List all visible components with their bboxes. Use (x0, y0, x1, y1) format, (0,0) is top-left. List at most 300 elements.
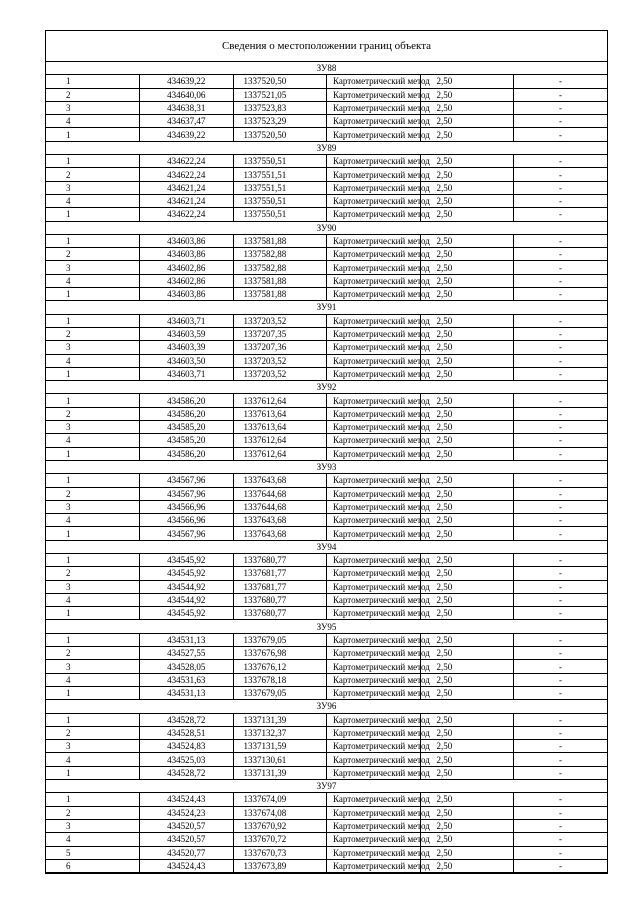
accuracy-cell: 2,50 (420, 88, 514, 101)
section-header-row (46, 780, 607, 793)
x-coordinate-cell: 434585,20 (140, 434, 234, 447)
x-coordinate-cell: 434524,23 (140, 806, 234, 819)
x-coordinate-cell: 434566,96 (140, 500, 234, 513)
table-row (46, 327, 607, 340)
note-cell: - (514, 194, 608, 207)
method-cell: Картометрический метод (327, 740, 421, 753)
x-coordinate-cell: 434531,13 (140, 686, 234, 699)
method-cell: Картометрический метод (327, 314, 421, 327)
table-row (46, 128, 607, 141)
section-name: ЗУ93 (46, 460, 607, 473)
accuracy-cell: 2,50 (420, 447, 514, 460)
x-coordinate-cell: 434544,92 (140, 580, 234, 593)
table-row (46, 115, 607, 128)
accuracy-cell: 2,50 (420, 726, 514, 739)
point-number-cell: 1 (46, 314, 140, 327)
accuracy-cell: 2,50 (420, 367, 514, 380)
method-cell: Картометрический метод (327, 194, 421, 207)
accuracy-cell: 2,50 (420, 713, 514, 726)
method-cell: Картометрический метод (327, 447, 421, 460)
note-cell: - (514, 88, 608, 101)
section-header-row (46, 141, 607, 154)
x-coordinate-cell: 434603,86 (140, 288, 234, 301)
x-coordinate-cell: 434525,03 (140, 753, 234, 766)
point-number-cell: 3 (46, 181, 140, 194)
method-cell: Картометрический метод (327, 514, 421, 527)
point-number-cell: 1 (46, 155, 140, 168)
point-number-cell: 4 (46, 673, 140, 686)
x-coordinate-cell: 434524,83 (140, 740, 234, 753)
accuracy-cell: 2,50 (420, 819, 514, 832)
accuracy-cell: 2,50 (420, 288, 514, 301)
point-number-cell: 1 (46, 208, 140, 221)
x-coordinate-cell: 434524,43 (140, 793, 234, 806)
table-row (46, 726, 607, 739)
table-row (46, 367, 607, 380)
point-number-cell: 2 (46, 567, 140, 580)
y-coordinate-cell: 1337643,68 (233, 474, 327, 487)
y-coordinate-cell: 1337680,77 (233, 607, 327, 620)
y-coordinate-cell: 1337670,92 (233, 819, 327, 832)
table-row (46, 500, 607, 513)
table-row (46, 553, 607, 566)
method-cell: Картометрический метод (327, 341, 421, 354)
x-coordinate-cell: 434640,06 (140, 88, 234, 101)
note-cell: - (514, 633, 608, 646)
table-row (46, 288, 607, 301)
y-coordinate-cell: 1337207,35 (233, 327, 327, 340)
accuracy-cell: 2,50 (420, 793, 514, 806)
x-coordinate-cell: 434603,59 (140, 327, 234, 340)
note-cell: - (514, 500, 608, 513)
y-coordinate-cell: 1337550,51 (233, 208, 327, 221)
table-row (46, 341, 607, 354)
y-coordinate-cell: 1337131,39 (233, 713, 327, 726)
table-row (46, 248, 607, 261)
note-cell: - (514, 75, 608, 88)
note-cell: - (514, 434, 608, 447)
accuracy-cell: 2,50 (420, 101, 514, 114)
table-row (46, 833, 607, 846)
x-coordinate-cell: 434524,43 (140, 859, 234, 872)
method-cell: Картометрический метод (327, 580, 421, 593)
x-coordinate-cell: 434621,24 (140, 181, 234, 194)
note-cell: - (514, 819, 608, 832)
x-coordinate-cell: 434520,57 (140, 819, 234, 832)
y-coordinate-cell: 1337673,89 (233, 859, 327, 872)
point-number-cell: 2 (46, 487, 140, 500)
point-number-cell: 4 (46, 274, 140, 287)
point-number-cell: 1 (46, 447, 140, 460)
point-number-cell: 2 (46, 806, 140, 819)
x-coordinate-cell: 434621,24 (140, 194, 234, 207)
x-coordinate-cell: 434566,96 (140, 514, 234, 527)
y-coordinate-cell: 1337674,08 (233, 806, 327, 819)
point-number-cell: 1 (46, 686, 140, 699)
method-cell: Картометрический метод (327, 115, 421, 128)
note-cell: - (514, 327, 608, 340)
method-cell: Картометрический метод (327, 75, 421, 88)
note-cell: - (514, 580, 608, 593)
x-coordinate-cell: 434622,24 (140, 155, 234, 168)
x-coordinate-cell: 434527,55 (140, 647, 234, 660)
point-number-cell: 3 (46, 500, 140, 513)
accuracy-cell: 2,50 (420, 354, 514, 367)
table-row (46, 354, 607, 367)
accuracy-cell: 2,50 (420, 633, 514, 646)
method-cell: Картометрический метод (327, 593, 421, 606)
accuracy-cell: 2,50 (420, 407, 514, 420)
table-row (46, 407, 607, 420)
method-cell: Картометрический метод (327, 168, 421, 181)
y-coordinate-cell: 1337131,59 (233, 740, 327, 753)
table-row (46, 314, 607, 327)
table-row (46, 487, 607, 500)
note-cell: - (514, 367, 608, 380)
table-row (46, 819, 607, 832)
note-cell: - (514, 567, 608, 580)
method-cell: Картометрический метод (327, 128, 421, 141)
note-cell: - (514, 487, 608, 500)
point-number-cell: 1 (46, 793, 140, 806)
accuracy-cell: 2,50 (420, 514, 514, 527)
accuracy-cell: 2,50 (420, 261, 514, 274)
table-row (46, 647, 607, 660)
y-coordinate-cell: 1337520,50 (233, 128, 327, 141)
note-cell: - (514, 128, 608, 141)
table-row (46, 753, 607, 766)
x-coordinate-cell: 434639,22 (140, 128, 234, 141)
note-cell: - (514, 341, 608, 354)
y-coordinate-cell: 1337643,68 (233, 514, 327, 527)
accuracy-cell: 2,50 (420, 327, 514, 340)
method-cell: Картометрический метод (327, 766, 421, 779)
document-title: Сведения о местоположении границ объекта (46, 31, 607, 62)
point-number-cell: 2 (46, 168, 140, 181)
y-coordinate-cell: 1337582,88 (233, 261, 327, 274)
point-number-cell: 2 (46, 407, 140, 420)
point-number-cell: 1 (46, 75, 140, 88)
accuracy-cell: 2,50 (420, 567, 514, 580)
table-row (46, 234, 607, 247)
section-header-row (46, 620, 607, 633)
y-coordinate-cell: 1337131,39 (233, 766, 327, 779)
method-cell: Картометрический метод (327, 101, 421, 114)
y-coordinate-cell: 1337680,77 (233, 593, 327, 606)
note-cell: - (514, 421, 608, 434)
table-row (46, 859, 607, 872)
point-number-cell: 1 (46, 553, 140, 566)
point-number-cell: 4 (46, 434, 140, 447)
y-coordinate-cell: 1337676,98 (233, 647, 327, 660)
y-coordinate-cell: 1337581,88 (233, 274, 327, 287)
note-cell: - (514, 514, 608, 527)
table-row (46, 713, 607, 726)
table-row (46, 421, 607, 434)
note-cell: - (514, 766, 608, 779)
y-coordinate-cell: 1337644,68 (233, 487, 327, 500)
table-row (46, 793, 607, 806)
table-row (46, 527, 607, 540)
accuracy-cell: 2,50 (420, 341, 514, 354)
method-cell: Картометрический метод (327, 673, 421, 686)
point-number-cell: 4 (46, 593, 140, 606)
x-coordinate-cell: 434603,39 (140, 341, 234, 354)
section-name: ЗУ89 (46, 141, 607, 154)
y-coordinate-cell: 1337207,36 (233, 341, 327, 354)
point-number-cell: 3 (46, 660, 140, 673)
note-cell: - (514, 553, 608, 566)
accuracy-cell: 2,50 (420, 274, 514, 287)
x-coordinate-cell: 434603,71 (140, 367, 234, 380)
point-number-cell: 3 (46, 101, 140, 114)
accuracy-cell: 2,50 (420, 527, 514, 540)
accuracy-cell: 2,50 (420, 593, 514, 606)
note-cell: - (514, 793, 608, 806)
point-number-cell: 2 (46, 248, 140, 261)
point-number-cell: 3 (46, 261, 140, 274)
x-coordinate-cell: 434586,20 (140, 394, 234, 407)
x-coordinate-cell: 434586,20 (140, 407, 234, 420)
x-coordinate-cell: 434520,77 (140, 846, 234, 859)
y-coordinate-cell: 1337612,64 (233, 434, 327, 447)
section-header-row (46, 62, 607, 75)
accuracy-cell: 2,50 (420, 500, 514, 513)
table-row (46, 168, 607, 181)
x-coordinate-cell: 434531,13 (140, 633, 234, 646)
section-header-row (46, 381, 607, 394)
method-cell: Картометрический метод (327, 753, 421, 766)
x-coordinate-cell: 434586,20 (140, 447, 234, 460)
table-row (46, 447, 607, 460)
note-cell: - (514, 859, 608, 872)
accuracy-cell: 2,50 (420, 115, 514, 128)
point-number-cell: 3 (46, 421, 140, 434)
x-coordinate-cell: 434637,47 (140, 115, 234, 128)
method-cell: Картометрический метод (327, 354, 421, 367)
method-cell: Картометрический метод (327, 367, 421, 380)
y-coordinate-cell: 1337680,77 (233, 553, 327, 566)
note-cell: - (514, 846, 608, 859)
note-cell: - (514, 474, 608, 487)
y-coordinate-cell: 1337130,61 (233, 753, 327, 766)
x-coordinate-cell: 434622,24 (140, 168, 234, 181)
method-cell: Картометрический метод (327, 567, 421, 580)
method-cell: Картометрический метод (327, 181, 421, 194)
y-coordinate-cell: 1337670,73 (233, 846, 327, 859)
point-number-cell: 4 (46, 514, 140, 527)
method-cell: Картометрический метод (327, 846, 421, 859)
y-coordinate-cell: 1337550,51 (233, 194, 327, 207)
table-row (46, 633, 607, 646)
point-number-cell: 2 (46, 726, 140, 739)
y-coordinate-cell: 1337582,88 (233, 248, 327, 261)
accuracy-cell: 2,50 (420, 208, 514, 221)
method-cell: Картометрический метод (327, 726, 421, 739)
y-coordinate-cell: 1337643,68 (233, 527, 327, 540)
x-coordinate-cell: 434602,86 (140, 261, 234, 274)
method-cell: Картометрический метод (327, 527, 421, 540)
section-name: ЗУ92 (46, 381, 607, 394)
accuracy-cell: 2,50 (420, 128, 514, 141)
accuracy-cell: 2,50 (420, 434, 514, 447)
section-header-row (46, 540, 607, 553)
y-coordinate-cell: 1337681,77 (233, 580, 327, 593)
point-number-cell: 1 (46, 766, 140, 779)
x-coordinate-cell: 434520,57 (140, 833, 234, 846)
point-number-cell: 1 (46, 234, 140, 247)
section-header-row (46, 460, 607, 473)
x-coordinate-cell: 434528,05 (140, 660, 234, 673)
note-cell: - (514, 660, 608, 673)
point-number-cell: 3 (46, 740, 140, 753)
point-number-cell: 1 (46, 367, 140, 380)
x-coordinate-cell: 434603,86 (140, 234, 234, 247)
section-header-row (46, 221, 607, 234)
method-cell: Картометрический метод (327, 327, 421, 340)
y-coordinate-cell: 1337581,88 (233, 234, 327, 247)
method-cell: Картометрический метод (327, 261, 421, 274)
y-coordinate-cell: 1337581,88 (233, 288, 327, 301)
accuracy-cell: 2,50 (420, 168, 514, 181)
note-cell: - (514, 753, 608, 766)
table-row (46, 514, 607, 527)
table-row (46, 474, 607, 487)
accuracy-cell: 2,50 (420, 607, 514, 620)
table-row (46, 660, 607, 673)
note-cell: - (514, 234, 608, 247)
note-cell: - (514, 740, 608, 753)
point-number-cell: 1 (46, 713, 140, 726)
section-name: ЗУ96 (46, 700, 607, 713)
note-cell: - (514, 261, 608, 274)
y-coordinate-cell: 1337203,52 (233, 314, 327, 327)
note-cell: - (514, 288, 608, 301)
table-row (46, 394, 607, 407)
x-coordinate-cell: 434531,63 (140, 673, 234, 686)
table-row (46, 806, 607, 819)
note-cell: - (514, 155, 608, 168)
point-number-cell: 4 (46, 354, 140, 367)
point-number-cell: 1 (46, 607, 140, 620)
point-number-cell: 1 (46, 633, 140, 646)
method-cell: Картометрический метод (327, 155, 421, 168)
table-row (46, 607, 607, 620)
method-cell: Картометрический метод (327, 713, 421, 726)
point-number-cell: 6 (46, 859, 140, 872)
section-name: ЗУ97 (46, 780, 607, 793)
accuracy-cell: 2,50 (420, 487, 514, 500)
point-number-cell: 3 (46, 580, 140, 593)
y-coordinate-cell: 1337612,64 (233, 447, 327, 460)
section-name: ЗУ88 (46, 62, 607, 75)
note-cell: - (514, 314, 608, 327)
point-number-cell: 4 (46, 753, 140, 766)
method-cell: Картометрический метод (327, 421, 421, 434)
table-row (46, 686, 607, 699)
x-coordinate-cell: 434603,50 (140, 354, 234, 367)
table-row (46, 740, 607, 753)
table-row (46, 155, 607, 168)
point-number-cell: 1 (46, 128, 140, 141)
section-header-row (46, 301, 607, 314)
point-number-cell: 2 (46, 647, 140, 660)
accuracy-cell: 2,50 (420, 314, 514, 327)
table-row (46, 208, 607, 221)
y-coordinate-cell: 1337679,05 (233, 686, 327, 699)
accuracy-cell: 2,50 (420, 647, 514, 660)
x-coordinate-cell: 434545,92 (140, 607, 234, 620)
note-cell: - (514, 274, 608, 287)
accuracy-cell: 2,50 (420, 234, 514, 247)
table-row (46, 101, 607, 114)
accuracy-cell: 2,50 (420, 660, 514, 673)
accuracy-cell: 2,50 (420, 75, 514, 88)
method-cell: Картометрический метод (327, 833, 421, 846)
accuracy-cell: 2,50 (420, 194, 514, 207)
x-coordinate-cell: 434602,86 (140, 274, 234, 287)
method-cell: Картометрический метод (327, 553, 421, 566)
boundary-table (46, 62, 607, 873)
note-cell: - (514, 447, 608, 460)
point-number-cell: 4 (46, 194, 140, 207)
note-cell: - (514, 593, 608, 606)
note-cell: - (514, 713, 608, 726)
point-number-cell: 2 (46, 327, 140, 340)
y-coordinate-cell: 1337203,52 (233, 367, 327, 380)
note-cell: - (514, 168, 608, 181)
y-coordinate-cell: 1337551,51 (233, 181, 327, 194)
note-cell: - (514, 527, 608, 540)
accuracy-cell: 2,50 (420, 846, 514, 859)
section-header-row (46, 700, 607, 713)
accuracy-cell: 2,50 (420, 673, 514, 686)
method-cell: Картометрический метод (327, 208, 421, 221)
table-row (46, 274, 607, 287)
note-cell: - (514, 407, 608, 420)
table-row (46, 75, 607, 88)
accuracy-cell: 2,50 (420, 248, 514, 261)
method-cell: Картометрический метод (327, 248, 421, 261)
point-number-cell: 5 (46, 846, 140, 859)
point-number-cell: 1 (46, 288, 140, 301)
y-coordinate-cell: 1337613,64 (233, 407, 327, 420)
method-cell: Картометрический метод (327, 88, 421, 101)
accuracy-cell: 2,50 (420, 753, 514, 766)
y-coordinate-cell: 1337550,51 (233, 155, 327, 168)
x-coordinate-cell: 434603,86 (140, 248, 234, 261)
accuracy-cell: 2,50 (420, 740, 514, 753)
y-coordinate-cell: 1337612,64 (233, 394, 327, 407)
note-cell: - (514, 394, 608, 407)
point-number-cell: 2 (46, 88, 140, 101)
y-coordinate-cell: 1337520,50 (233, 75, 327, 88)
table-row (46, 261, 607, 274)
note-cell: - (514, 833, 608, 846)
x-coordinate-cell: 434544,92 (140, 593, 234, 606)
note-cell: - (514, 248, 608, 261)
method-cell: Картометрический метод (327, 234, 421, 247)
point-number-cell: 4 (46, 833, 140, 846)
table-row (46, 88, 607, 101)
x-coordinate-cell: 434528,72 (140, 766, 234, 779)
x-coordinate-cell: 434567,96 (140, 527, 234, 540)
point-number-cell: 4 (46, 115, 140, 128)
accuracy-cell: 2,50 (420, 833, 514, 846)
method-cell: Картометрический метод (327, 288, 421, 301)
x-coordinate-cell: 434545,92 (140, 553, 234, 566)
x-coordinate-cell: 434585,20 (140, 421, 234, 434)
